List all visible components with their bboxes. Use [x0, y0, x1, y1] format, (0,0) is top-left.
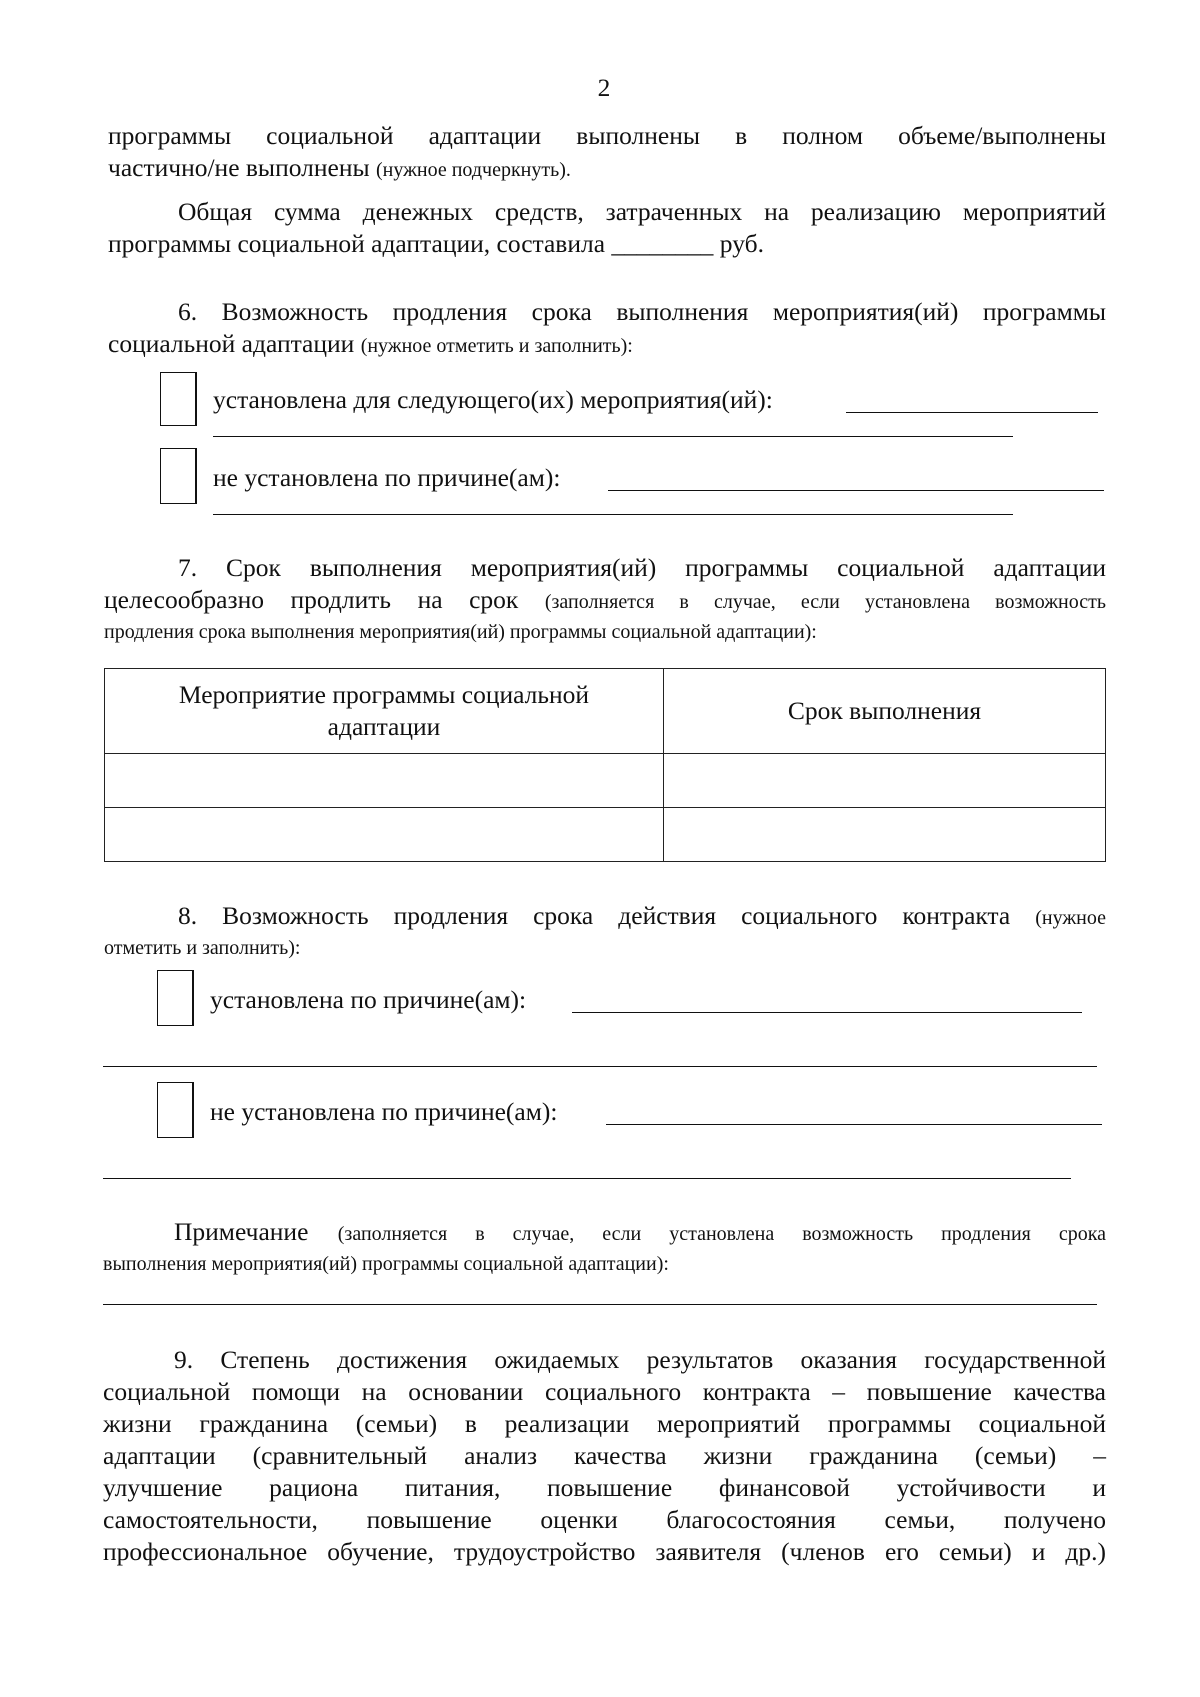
intro-line-1: программы социальной адаптации выполнены в полном объеме/выполнены	[108, 121, 1106, 150]
section9-line-3: жизни гражданина (семьи) в реализации мероприятий программы социальной	[103, 1409, 1106, 1438]
intro-line-3: Общая сумма денежных средств, затраченных на реализацию мероприятий	[178, 197, 1106, 226]
section6-option-established: установлена для следующего(их) мероприятия(ий):	[213, 385, 773, 414]
section8-line-1	[178, 900, 1106, 934]
section6-not-established-answer-line-2[interactable]	[213, 514, 1013, 515]
section6-established-answer-line-2[interactable]	[213, 436, 1013, 437]
extension-table	[104, 668, 1106, 862]
section9-line-5: улучшение рациона питания, повышение финансовой устойчивости и	[103, 1473, 1106, 1502]
section6-line-2-note: (нужное отметить и заполнить):	[360, 335, 633, 357]
note-line-1-note: (заполняется в случае, если установлена возможность продления срока	[337, 1223, 1106, 1245]
table-row	[105, 808, 1106, 862]
section7-line-1: 7. Срок выполнения мероприятия(ий) программы социальной адаптации	[178, 553, 1106, 582]
section6-established-answer-line[interactable]	[846, 412, 1098, 413]
section9-line-7: профессиональное обучение, трудоустройство заявителя (членов его семьи) и др.)	[103, 1537, 1106, 1566]
section8-line-2: отметить и заполнить):	[104, 937, 301, 959]
page-number: 2	[597, 73, 611, 102]
section9-line-1: 9. Степень достижения ожидаемых результатов оказания государственной	[174, 1345, 1106, 1374]
section9-line-2: социальной помощи на основании социального контракта – повышение качества	[103, 1377, 1106, 1406]
table-cell-activity[interactable]	[105, 754, 664, 808]
table-header-activity	[105, 669, 664, 754]
note-label: Примечание	[174, 1217, 309, 1246]
section7-line-2-main: целесообразно продлить на срок	[104, 585, 519, 614]
table-header-term: Срок выполнения	[664, 669, 1106, 754]
section8-option-established: установлена по причине(ам):	[210, 985, 527, 1014]
section8-option-not-established: не установлена по причине(ам):	[210, 1097, 558, 1126]
section8-line-1-note: (нужное	[1035, 907, 1106, 929]
section8-checkbox-not-established[interactable]	[157, 1082, 194, 1138]
section9-line-4: адаптации (сравнительный анализ качества жизни гражданина (семьи) –	[103, 1441, 1106, 1470]
section8-established-answer-line[interactable]	[572, 1012, 1082, 1013]
section8-not-established-answer-line[interactable]	[606, 1124, 1102, 1125]
section6-checkbox-not-established[interactable]	[160, 448, 197, 504]
table-cell-activity[interactable]	[105, 808, 664, 862]
section6-line-2	[108, 328, 633, 362]
section9-line-6: самостоятельности, повышение оценки благосостояния семьи, получено	[103, 1505, 1106, 1534]
table-header-row	[105, 669, 1106, 754]
section8-established-answer-line-2[interactable]	[103, 1066, 1097, 1067]
amount-blank[interactable]: ________	[611, 229, 714, 258]
table-cell-term[interactable]	[664, 808, 1106, 862]
section7-line-2	[104, 584, 1106, 618]
table-row	[105, 754, 1106, 808]
note-line-1	[174, 1216, 1106, 1250]
intro-line-4-main: программы социальной адаптации, составила	[108, 229, 606, 258]
intro-line-2-main: частично/не выполнены	[108, 153, 370, 182]
section7-line-2-note: (заполняется в случае, если установлена возможность	[544, 591, 1106, 613]
intro-line-2	[108, 152, 571, 186]
intro-line-2-note: (нужное подчеркнуть).	[375, 159, 571, 181]
table-cell-term[interactable]	[664, 754, 1106, 808]
table-header-activity-line-1: Мероприятие программы социальной	[178, 680, 590, 709]
section6-line-2-main: социальной адаптации	[108, 329, 355, 358]
section6-option-not-established: не установлена по причине(ам):	[213, 463, 561, 492]
section8-line-1-main: 8. Возможность продления срока действия социального контракта	[178, 901, 1011, 930]
section6-checkbox-established[interactable]	[160, 372, 197, 426]
section6-line-1: 6. Возможность продления срока выполнения мероприятия(ий) программы	[178, 297, 1106, 326]
table-header-activity-line-2: адаптации	[327, 712, 441, 741]
note-answer-line[interactable]	[103, 1304, 1097, 1305]
section6-not-established-answer-line[interactable]	[608, 490, 1104, 491]
intro-line-4	[108, 228, 764, 260]
amount-unit: руб.	[719, 229, 764, 258]
note-line-2: выполнения мероприятия(ий) программы социальной адаптации):	[103, 1253, 669, 1275]
section8-checkbox-established[interactable]	[157, 970, 194, 1026]
section8-not-established-answer-line-2[interactable]	[103, 1178, 1071, 1179]
section7-line-3: продления срока выполнения мероприятия(ий) программы социальной адаптации):	[104, 621, 817, 643]
